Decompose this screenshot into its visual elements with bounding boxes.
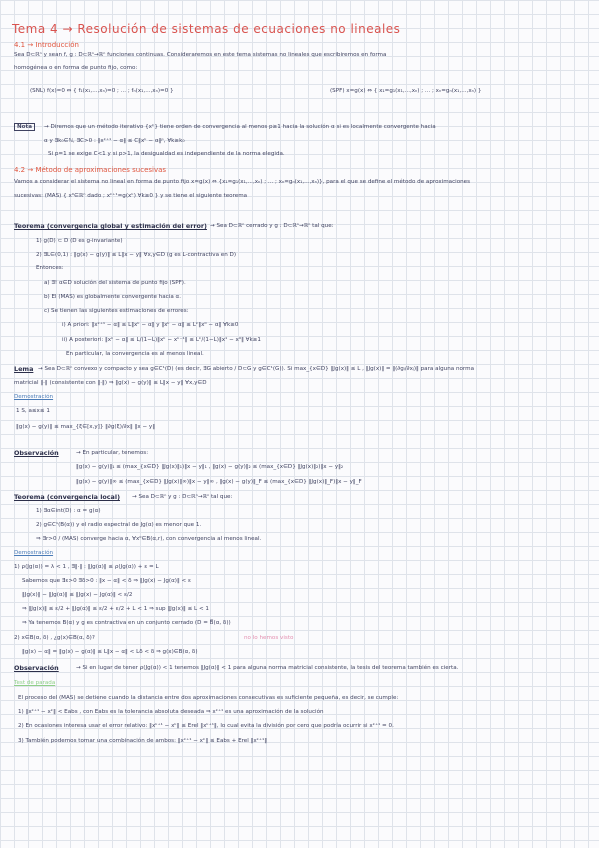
theorem-1-c-ii: ii) A posteriori: ‖xᵏ − α‖ ≤ L/(1−L)‖xᵏ − xᵏ⁻¹‖ ≤ Lᵏ/(1−L)‖x¹ − x⁰‖ ∀k≥1 (62, 337, 261, 343)
theorem-1-c-i: i) A priori: ‖xᵏ⁺¹ − α‖ ≤ L‖xᵏ − α‖ y ‖xᵏ − α‖ ≤ Lᵏ‖x⁰ − α‖ ∀k≥0 (62, 322, 239, 328)
section-4-1-heading: 4.1 → Introducción (14, 41, 79, 49)
nota-label: Nota (14, 123, 35, 131)
demo-2-line-6: 2) x∈B(α, δ) , ¿g(x)∈B(α, δ)? (14, 635, 95, 641)
theorem-2-conclusion: ⇒ ∃r>0 / (MAS) converge hacia α, ∀x⁰∈B(α,r), con convergencia al menos lineal. (36, 536, 262, 542)
demo-1-label: Demostración (14, 394, 54, 400)
test-label: Test de parada (14, 680, 56, 686)
spf-system: (SPF) x=g(x) ⇔ { x₁=g₁(x₁,...,xₙ) ; ... ; xₙ=gₙ(x₁,...,xₙ) } (330, 88, 482, 94)
obs-1-line-2: ‖g(x) − g(y)‖₁ ≤ (max_{x∈D} ‖Jg(x)‖₁)‖x − y‖₁ , ‖g(x) − g(y)‖₂ ≤ (max_{x∈D} ‖Jg(x)‖₂)‖x − y‖₂ (76, 464, 344, 470)
theorem-2-label: Teorema (convergencia local) (14, 493, 120, 501)
demo-2-line-1: 1) ρ(Jg(α)) = λ < 1 , ∃‖·‖ : ‖Jg(α)‖ ≤ ρ(Jg(α)) + ε = L (14, 564, 159, 570)
theorem-1-c: c) Se tienen las siguientes estimaciones de errores: (44, 308, 189, 314)
theorem-2-cond-2: 2) g∈C¹(B(α)) y el radio espectral de Jg(α) es menor que 1. (36, 522, 202, 528)
test-line-3: 2) En ocasiones interesa usar el error relativo: ‖xᵏ⁺¹ − xᵏ‖ ≤ Erel ‖xᵏ⁺¹‖, lo cual evita la división por cero que podría ocurrir si xᵏ⁺¹ = 0. (18, 723, 394, 729)
test-line-4: 3) También podemos tomar una combinación de ambos: ‖xᵏ⁺¹ − xᵏ‖ ≤ Eabs + Erel ‖xᵏ⁺¹‖ (18, 738, 268, 744)
mas-line-1: Vamos a considerar el sistema no lineal en forma de punto fijo x=g(x) ⇔ {x₁=g₁(x₁,...,xₙ) ; ... ; xₙ=gₙ(x₁,...,xₙ)}, para el que se define el método de aproximaciones (14, 179, 471, 185)
demo-1-line-2: ‖g(x) − g(y)‖ ≤ max_{ξ∈[x,y]} ‖∂g(ξ)/∂x‖ ‖x − y‖ (16, 424, 156, 430)
intro-line-1: Sea D⊂ℝⁿ y sean f, g : D⊂ℝⁿ→ℝⁿ funciones continuas. Consideraremos en este tema sistemas no lineales que escribiremos en forma (14, 52, 387, 58)
demo-2-line-3: ‖Jg(x)‖ − ‖Jg(α)‖ ≤ ‖Jg(x) − Jg(α)‖ < ε/2 (22, 592, 133, 598)
obs-1-label: Observación (14, 449, 59, 457)
intro-line-2: homogénea o en forma de punto fijo, como: (14, 65, 138, 71)
demo-2-line-4: ⇒ ‖Jg(x)‖ ≤ ε/2 + ‖Jg(α)‖ ≤ ε/2 + ε/2 + L < 1 ⇒ sup ‖Jg(x)‖ ≤ L < 1 (22, 606, 209, 612)
lema-label: Lema (14, 365, 34, 373)
obs-2-line-1: → Si en lugar de tener ρ(Jg(α)) < 1 tenemos ‖Jg(α)‖ < 1 para alguna norma matricial consistente, la tesis del teorema también es cierta. (76, 665, 459, 671)
obs-1-line-1: → En particular, tenemos: (76, 450, 149, 456)
theorem-1-entonces: Entonces: (36, 265, 64, 271)
theorem-1-intro: → Sea D⊂ℝⁿ cerrado y g : D⊂ℝⁿ→ℝⁿ tal que: (210, 223, 334, 229)
nota-block (14, 124, 35, 131)
theorem-1-cond-2: 2) ∃L∈(0,1) : ‖g(x) − g(y)‖ ≤ L‖x − y‖ ∀x,y∈D (g es L-contractiva en D) (36, 252, 237, 258)
theorem-1-label: Teorema (convergencia global y estimación del error) (14, 222, 207, 230)
lema-line-2: matricial ‖·‖ (consistente con ‖·‖) ⇒ ‖g(x) − g(y)‖ ≤ L‖x − y‖ ∀x,y∈D (14, 380, 207, 386)
demo-2-label: Demostración (14, 550, 54, 556)
nota-line-3: Si p=1 se exige C<1 y si p>1, la desigualdad es independiente de la norma elegida. (48, 151, 285, 157)
page-title: Tema 4 → Resolución de sistemas de ecuaciones no lineales (12, 22, 401, 36)
lema-line-1: → Sea D⊂ℝⁿ convexo y compacto y sea g∈C¹(D) (es decir, ∃G abierto / D⊂G y g∈C¹(G)). Si max_{x∈D} ‖Jg(x)‖ ≤ L , ‖Jg(x)‖ = ‖(∂gᵢ/∂xⱼ)‖ para alguna norma (38, 366, 474, 372)
theorem-1-b: b) El (MAS) es globalmente convergente hacia α. (44, 294, 181, 300)
theorem-1-cond-1: 1) g(D) ⊂ D (D es g-invariante) (36, 238, 123, 244)
demo-2-line-2: Sabemos que ∃ε>0 ∃δ>0 : ‖x − α‖ < δ ⇒ ‖Jg(x) − Jg(α)‖ < ε (22, 578, 192, 584)
theorem-2-cond-1: 1) ∃α∈int(D) : α = g(α) (36, 508, 101, 514)
theorem-2-intro: → Sea D⊂ℝⁿ y g : D⊂ℝⁿ→ℝⁿ tal que: (132, 494, 233, 500)
mas-line-2: sucesivas: (MAS) { x⁰∈ℝⁿ dado ; xᵏ⁺¹=g(xᵏ) ∀k≥0 } y se tiene el siguiente teorema (14, 193, 248, 199)
obs-2-label: Observación (14, 664, 59, 672)
obs-1-line-3: ‖g(x) − g(y)‖∞ ≤ (max_{x∈D} ‖Jg(x)‖∞)‖x − y‖∞ , ‖g(x) − g(y)‖_F ≤ (max_{x∈D} ‖Jg(x)‖_F)‖x − y‖_F (76, 479, 362, 485)
demo-1-line-1: 1 S, a≤x≤ 1 (16, 408, 50, 414)
section-4-2-heading: 4.2 → Método de aproximaciones sucesivas (14, 166, 167, 174)
nota-line-1: → Diremos que un método iterativo {xᵏ} tiene orden de convergencia al menos p≥1 hacia la solución α si es localmente convergente hacia (44, 124, 436, 130)
test-line-1: El proceso del (MAS) se detiene cuando la distancia entre dos aproximaciones consecutivas es suficiente pequeña, es decir, se cumple: (18, 695, 399, 701)
demo-2-line-7: ‖g(x) − α‖ = ‖g(x) − g(α)‖ ≤ L‖x − α‖ < Lδ < δ ⇒ g(x)∈B(α, δ) (22, 649, 198, 655)
snl-system: (SNL) f(x)=0 ⇔ { f₁(x₁,...,xₙ)=0 ; ... ; fₙ(x₁,...,xₙ)=0 } (30, 88, 174, 94)
nota-line-2: α y ∃k₀∈ℕ, ∃C>0 : ‖xᵏ⁺¹ − α‖ ≤ C‖xᵏ − α‖ᵖ, ∀k≥k₀ (44, 138, 185, 144)
theorem-1-particular: En particular, la convergencia es al menos lineal. (66, 351, 204, 357)
theorem-1-a: a) ∃! α∈D solución del sistema de punto fijo (SPF). (44, 280, 186, 286)
test-line-2: 1) ‖xᵏ⁺¹ − xᵏ‖ < Eabs , con Eabs es la tolerancia absoluta deseada ⇒ xᵏ⁺¹ es una aproximación de la solución (18, 709, 324, 715)
demo-2-line-5: ⇒ Ya tenemos B(α) y g es contractiva en un conjunto cerrado (D = B̅(α, δ)) (22, 620, 231, 626)
demo-2-note: no lo hemos visto (244, 635, 294, 641)
